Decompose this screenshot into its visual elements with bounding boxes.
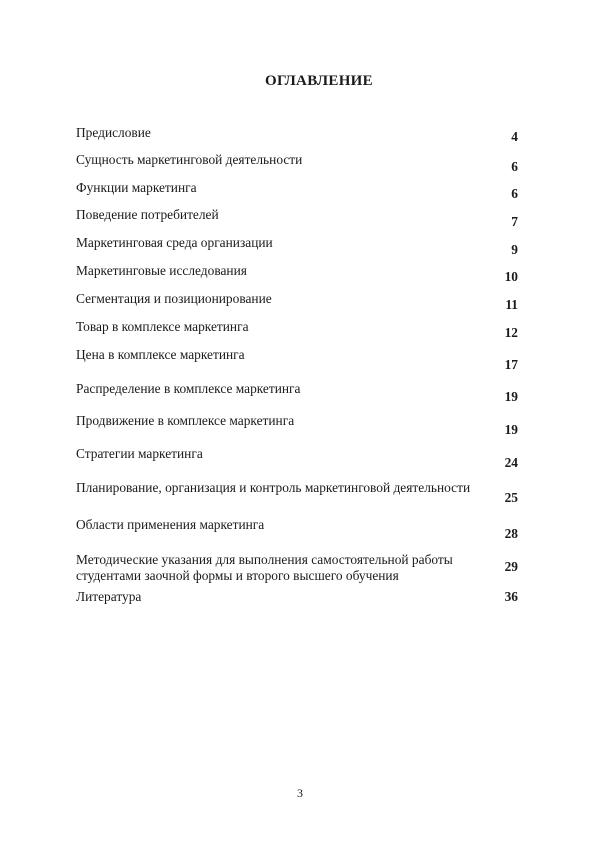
toc-entry-page: 29 [504,559,518,574]
toc-entry-title: Предисловие [76,125,151,140]
toc-entry-page: 6 [511,186,518,201]
toc-entry-title: Продвижение в комплексе маркетинга [76,413,295,428]
toc-entry-page: 7 [511,214,518,229]
toc-entry-page: 36 [504,589,518,604]
toc-entry-title: Маркетинговые исследования [76,263,247,278]
toc-entry-title: Стратегии маркетинга [76,446,203,461]
toc-entry-page: 28 [504,526,518,541]
toc-entry-page: 19 [504,389,518,404]
toc-entry-title: Цена в комплексе маркетинга [76,347,245,362]
page-number: 3 [297,786,303,800]
toc-entry-title: Функции маркетинга [76,180,197,195]
toc-entry-title: Сегментация и позиционирование [76,291,272,306]
toc-entry-page: 9 [511,242,518,257]
toc-entry-page: 11 [505,297,518,312]
toc-entry-title: Маркетинговая среда организации [76,235,273,250]
toc-entry-title: Методические указания для выполнения самостоятельной работы студентами заочной формы и второго высшего обучения [76,552,453,583]
toc-entry-title: Области применения маркетинга [76,517,265,532]
toc-entry-page: 17 [504,357,518,372]
toc-heading: ОГЛАВЛЕНИЕ [265,73,373,89]
toc-entry-page: 24 [504,455,518,470]
toc-entry-page: 10 [504,269,518,284]
toc-entry-title: Поведение потребителей [76,207,219,222]
toc-entry-page: 4 [511,129,518,144]
toc-entry-page: 25 [504,490,518,505]
toc-entry-title: Сущность маркетинговой деятельности [76,152,303,167]
toc-entry-page: 12 [504,325,518,340]
toc-entry-title: Литература [76,589,142,604]
toc-entry-title: Распределение в комплексе маркетинга [76,381,301,396]
toc-entry-title: Планирование, организация и контроль маркетинговой деятельности [76,480,471,495]
toc-entry-title: Товар в комплексе маркетинга [76,319,249,334]
toc-entry-page: 6 [511,159,518,174]
toc-entry-page: 19 [504,422,518,437]
